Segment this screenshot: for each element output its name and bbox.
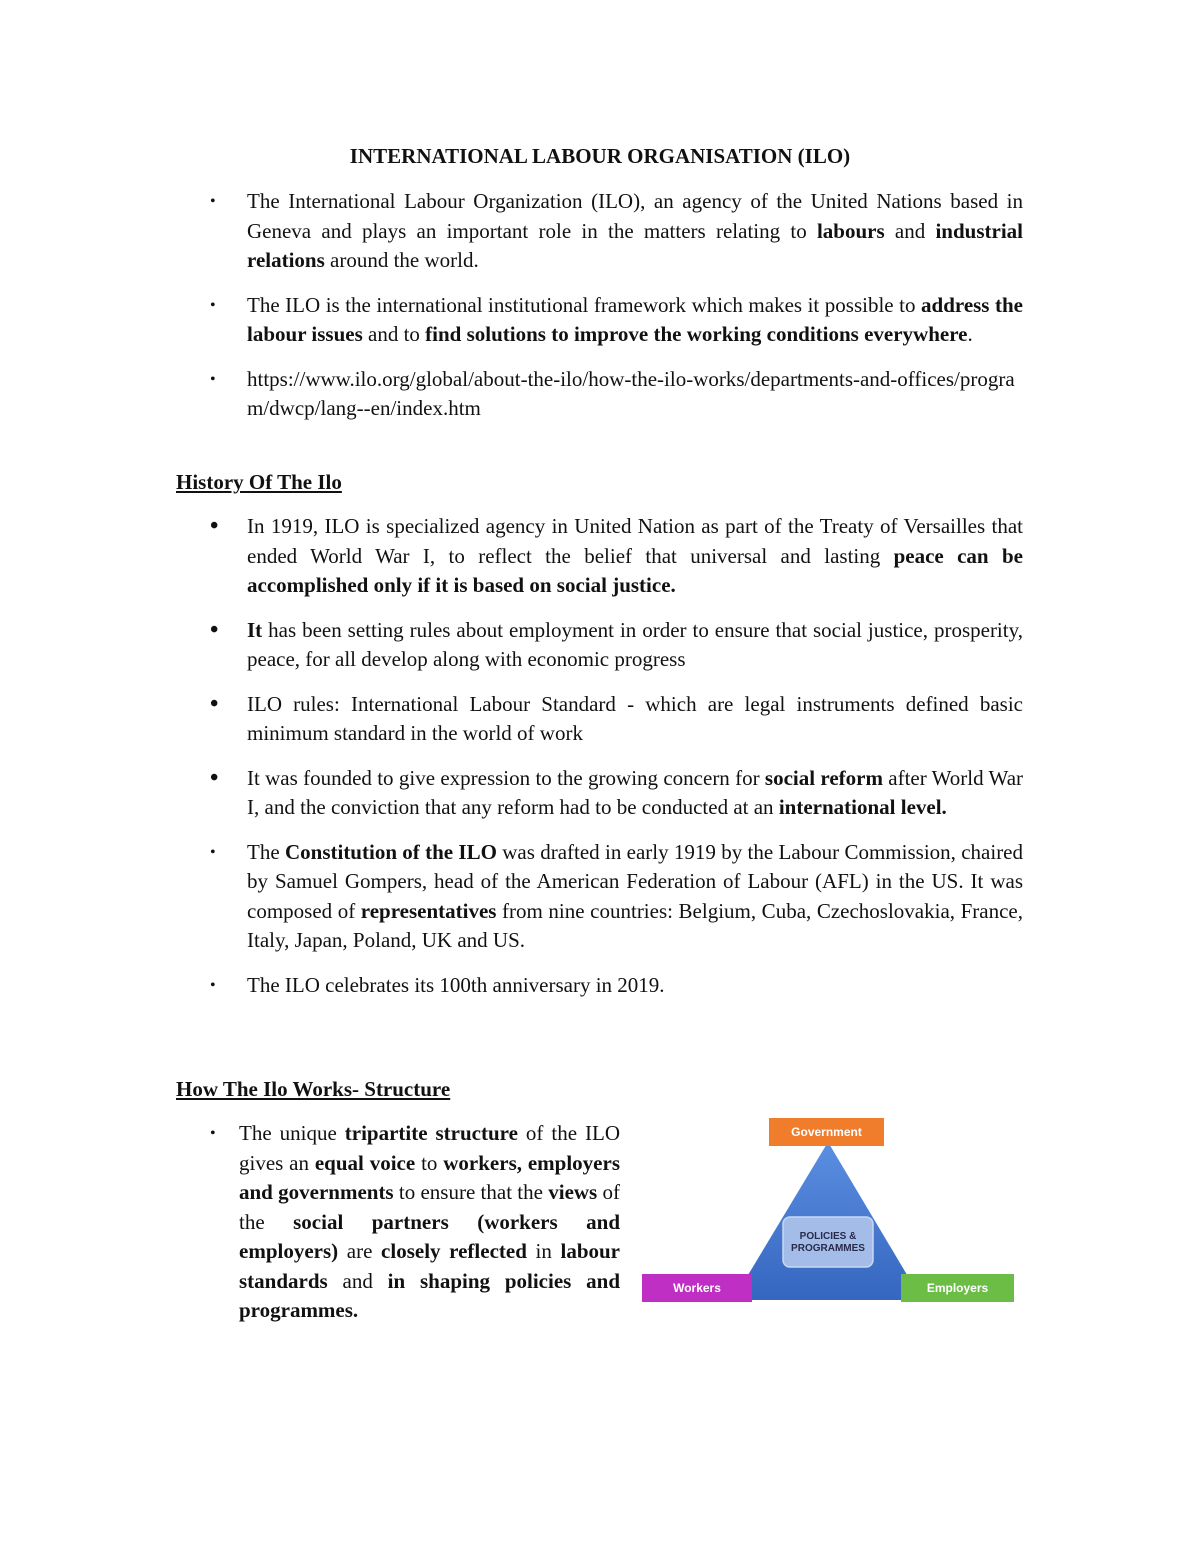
list-item (210, 187, 1023, 276)
text-segment: workers, employers and governments (239, 1150, 620, 1204)
list-item (210, 1119, 620, 1326)
text-segment: in shaping policies and programmes. (239, 1268, 620, 1322)
text-segment: The ILO celebrates its 100th anniversary in 2019. (247, 972, 665, 997)
list-item (210, 838, 1023, 956)
workers-label: Workers (673, 1281, 721, 1295)
bullet-icon: • (210, 616, 219, 643)
text-segment: of the (239, 1180, 620, 1234)
bullet-icon: • (210, 370, 216, 388)
text-segment: social partners (workers and employers) (239, 1209, 620, 1263)
policies-programmes-label (783, 1218, 873, 1268)
policies-label-line1: POLICIES & (799, 1231, 857, 1242)
text-segment: are (338, 1239, 382, 1263)
text-segment: The unique (239, 1121, 345, 1145)
text-segment: from nine countries: Belgium, Cuba, Czechoslovakia, France, Italy, Japan, Poland, UK and US. (247, 898, 1023, 952)
document-title: INTERNATIONAL LABOUR ORGANISATION (ILO) (349, 144, 851, 168)
text-segment: has been setting rules about employment in order to ensure that social justice, prosperity, peace, for all develop along with economic progress (247, 617, 1023, 671)
text-segment: industrial relations (247, 218, 1023, 272)
list-item (210, 512, 1023, 601)
list-item (210, 764, 1023, 823)
text-segment: https://www.ilo.org/global/about-the-ilo/how-the-ilo-works/departments-and-offices/program/dwcp/lang--en/index.htm (247, 366, 1015, 420)
bullet-icon: • (210, 513, 219, 539)
list-item (210, 616, 1023, 675)
text-segment: The International Labour Organization (ILO), an agency of the United Nations based in Geneva and plays an important role in the matters relating to (247, 189, 1023, 243)
list-item (210, 971, 1023, 1001)
list-item (210, 291, 1023, 350)
history-heading: History Of The Ilo (176, 470, 342, 494)
bullet-icon: • (210, 193, 216, 210)
bullet-icon: • (210, 976, 216, 994)
text-segment: . (967, 322, 973, 346)
text-segment: labours (816, 218, 885, 243)
bullet-icon: • (210, 296, 216, 314)
structure-heading: How The Ilo Works- Structure (176, 1077, 451, 1101)
text-segment: labour standards (239, 1239, 620, 1293)
text-segment: find solutions to improve the working conditions everywhere (425, 322, 968, 346)
text-segment: closely reflected (381, 1239, 527, 1263)
bullet-icon: • (210, 1125, 216, 1142)
text-segment: In 1919, ILO is specialized agency in United Nation as part of the Treaty of Versailles that ended World War I, to reflect the belief that universal and lasting (247, 514, 1023, 568)
text-segment: in (526, 1239, 561, 1263)
text-segment: It was founded to give expression to the growing concern for (247, 765, 765, 790)
text-segment: tripartite structure (344, 1121, 518, 1145)
text-segment: after World War I, and the conviction that any reform had to be conducted at an (247, 765, 1024, 819)
policies-label-line2: PROGRAMMES (791, 1243, 865, 1254)
tripartite-diagram (640, 1116, 1020, 1308)
structure-bullet-list (210, 1119, 620, 1326)
text-segment: and to (362, 322, 426, 346)
intro-bullet-list (210, 187, 1023, 439)
text-segment: to ensure that the (393, 1180, 549, 1204)
list-item (210, 365, 1023, 424)
text-segment: and (884, 218, 936, 243)
government-label: Government (791, 1125, 862, 1139)
text-segment: equal voice (314, 1150, 416, 1175)
text-segment: was drafted in early 1919 by the Labour Commission, chaired by Samuel Gompers, head of the American Federation of Labour (AFL) in the US. It was composed of (247, 839, 1024, 923)
text-segment: views (548, 1180, 598, 1204)
bullet-icon: • (210, 690, 219, 717)
text-segment: around the world. (324, 248, 479, 272)
text-segment: peace can be accomplished only if it is based on social justice. (247, 543, 1023, 597)
text-segment: representatives (360, 898, 497, 923)
text-segment: ILO rules: International Labour Standard - which are legal instruments defined basic minimum standard in the world of work (247, 691, 1023, 745)
text-segment: The ILO is the international institutional framework which makes it possible to (247, 292, 922, 317)
text-segment: The (247, 839, 285, 864)
bullet-icon: • (210, 843, 216, 861)
text-segment: international level. (778, 795, 947, 819)
text-segment: Constitution of the ILO (284, 839, 497, 864)
list-item (210, 690, 1023, 749)
text-segment: of the ILO gives an (239, 1121, 620, 1175)
bullet-icon: • (210, 764, 219, 791)
text-segment: It (247, 617, 263, 642)
text-segment: address the labour issues (247, 292, 1024, 346)
text-segment: and (327, 1268, 388, 1293)
text-segment: social reform (764, 765, 883, 790)
text-segment: to (415, 1150, 444, 1175)
history-bullet-list (210, 512, 1023, 1015)
employers-label: Employers (926, 1281, 989, 1295)
